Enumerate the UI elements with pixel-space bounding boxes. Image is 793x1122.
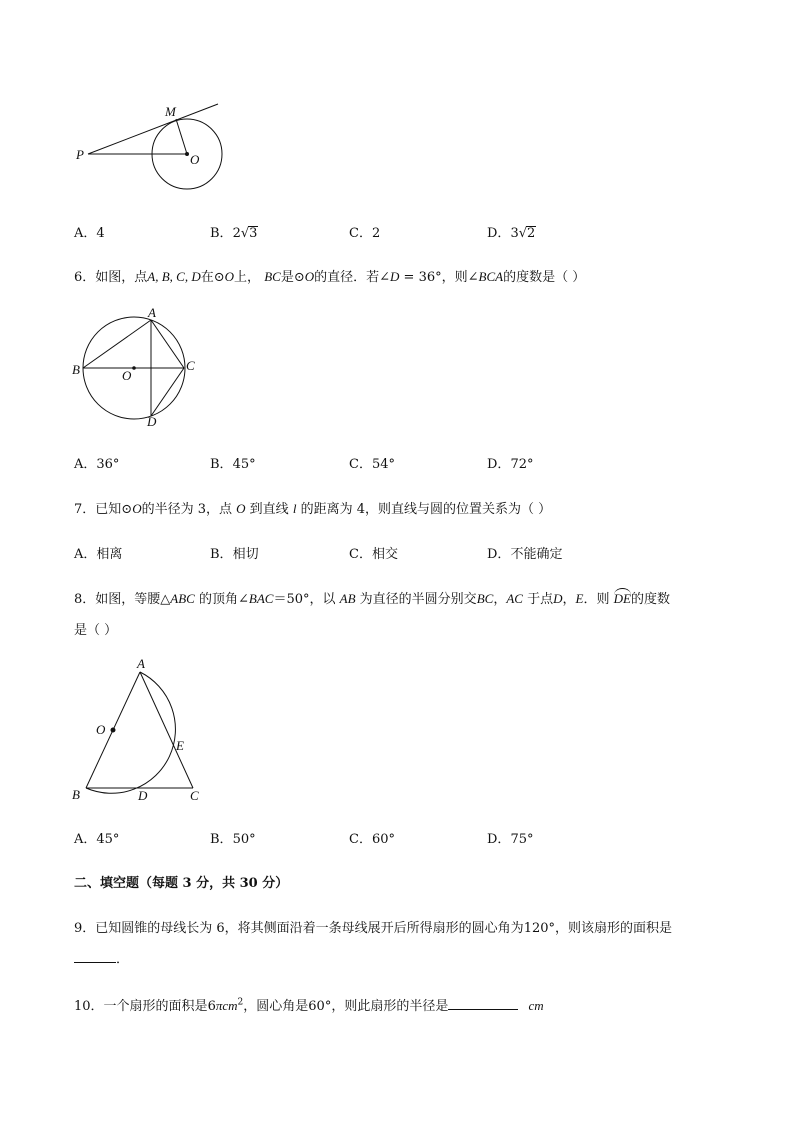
q6-circle-name: O [304,269,315,284]
q8-text: 于点 [527,592,554,607]
q10-question [74,995,544,1014]
q10-answer-blank[interactable] [448,996,518,1010]
option-value: 4 [96,226,105,241]
q7-text: 的半径为 3，点 [141,502,232,517]
q9-text: ，则该扇形的面积是 [555,921,673,936]
q8-label-d: D [138,788,148,803]
option-coef: 3 [510,226,519,241]
option-letter: C． [349,457,372,472]
q6-angle-d: D [390,269,400,284]
q10-text: ，则此扇形的半径是 [331,999,449,1014]
q8-text: 的度数 [630,592,670,607]
q8-triangle: ABC [170,591,195,606]
q9-angle: 120° [523,921,556,936]
q6-label-d: D [147,414,157,429]
q8-side-ac [140,672,193,788]
q9-text: ． [116,952,130,967]
option-coef: 2 [232,226,241,241]
q8-text: ， [493,592,507,607]
q10-area-unit: cm [222,998,238,1013]
q7-text: 的距离为 4，则直线与圆的位置关系为（ ） [300,502,552,517]
option-value: 不能确定 [510,547,563,562]
option-value: 72° [510,457,534,472]
q7-text: 已知⊙ [95,502,133,517]
q7-number: 7． [74,502,96,517]
option-letter: B． [210,832,233,847]
q8-diameter: AB [339,591,356,606]
q6-label-a: A [148,305,156,320]
q6-text: = 36°，则∠ [399,270,479,285]
q10-unit: cm [528,998,544,1013]
option-value: 相交 [371,547,398,562]
q8-label-a: A [137,656,145,671]
q8-label-o: O [96,722,106,737]
q6-text: 的度数是（ ） [503,270,586,285]
option-letter: A． [74,832,97,847]
q10-area-exp: 2 [237,997,244,1008]
q10-area-num: 6 [207,999,216,1014]
q7-point: O [236,501,246,516]
sqrt-sign: √ [518,226,528,241]
q6-text: 如图，点 [95,270,148,285]
q10-number: 10． [74,999,104,1014]
option-value: 相切 [232,547,259,562]
q7-circle-name: O [132,501,142,516]
q10-text: ，圆心角是 [243,999,309,1014]
q8-label-b: B [72,787,80,802]
q8-option-b[interactable] [210,828,256,847]
sqrt-sign: √ [240,226,250,241]
q8-arc-de: DE [613,591,631,606]
q5-label-p: P [76,147,84,162]
q8-text: ．则 [583,592,610,607]
sqrt-radicand: 3 [249,226,258,241]
q8-center-dot [111,728,116,733]
q8-label-e: E [176,738,184,753]
option-letter: A． [74,547,97,562]
q6-number: 6． [74,270,96,285]
option-letter: A． [74,457,97,472]
q8-point-e: E [575,591,584,606]
q9-answer-blank[interactable] [74,949,116,963]
option-value: 2 [371,226,381,241]
option-value: 54° [371,457,395,472]
q6-circle-name: O [224,269,235,284]
option-value: 45° [96,832,120,847]
q8-point-d: D [553,591,563,606]
q10-area-pi: π [215,998,223,1013]
q8-number: 8． [74,592,96,607]
option-letter: C． [349,226,372,241]
q8-text: ＝50°，以 [273,592,336,607]
option-letter: C． [349,832,372,847]
q6-label-c: C [186,358,195,373]
option-value: 45° [232,457,256,472]
q9-number: 9． [74,921,96,936]
section-title: 二、填空题（每题 3 分，共 30 分） [74,876,289,891]
q8-text: 如图，等腰△ [95,592,171,607]
option-value: 75° [510,832,534,847]
q6-text: 是⊙ [280,270,305,285]
option-letter: D． [487,832,511,847]
option-value: 50° [232,832,256,847]
q6-points: A, B, C, D [147,269,201,284]
q8-option-c[interactable] [349,828,395,847]
q8-angle: BAC [248,591,274,606]
option-value: 36° [96,457,120,472]
q7-text: 到直线 [249,502,289,517]
q9-answer-line [74,948,129,967]
q5-label-m: M [165,104,176,119]
option-letter: A． [74,226,97,241]
q6-label-b: B [72,362,80,377]
q6-label-o: O [122,368,132,383]
option-letter: B． [210,226,233,241]
q5-label-o: O [190,152,200,167]
option-letter: B． [210,457,233,472]
q6-text: 上， [234,270,261,285]
q8-text: 是（ ） [74,623,118,638]
q8-text: 的顶角∠ [198,592,249,607]
q8-option-a[interactable] [74,828,119,847]
q8-text: ， [562,592,576,607]
option-letter: C． [349,547,372,562]
option-value: 60° [371,832,395,847]
q6-chord: BC [264,269,281,284]
q10-text: 一个扇形的面积是 [103,999,208,1014]
option-letter: D． [487,547,511,562]
q10-angle: 60° [308,999,332,1014]
q6-text: 的直径．若∠ [314,270,391,285]
q8-option-d[interactable] [487,828,533,847]
option-letter: B． [210,547,233,562]
q8-side-ac: AC [506,591,523,606]
q9-text: 已知圆锥的母线长为 6，将其侧面沿着一条母线展开后所得扇形的圆心角为 [95,921,524,936]
q8-label-c: C [190,788,199,803]
sqrt-radicand: 2 [527,226,536,241]
q8-side-bc: BC [476,591,494,606]
q8-text: 为直径的半圆分别交 [359,592,477,607]
q6-angle-bca: BCA [478,269,504,284]
option-letter: D． [487,226,511,241]
option-letter: D． [487,457,511,472]
q7-line: l [292,501,297,516]
q9-question [74,917,672,936]
q6-text: 在⊙ [200,270,225,285]
option-value: 相离 [96,547,123,562]
